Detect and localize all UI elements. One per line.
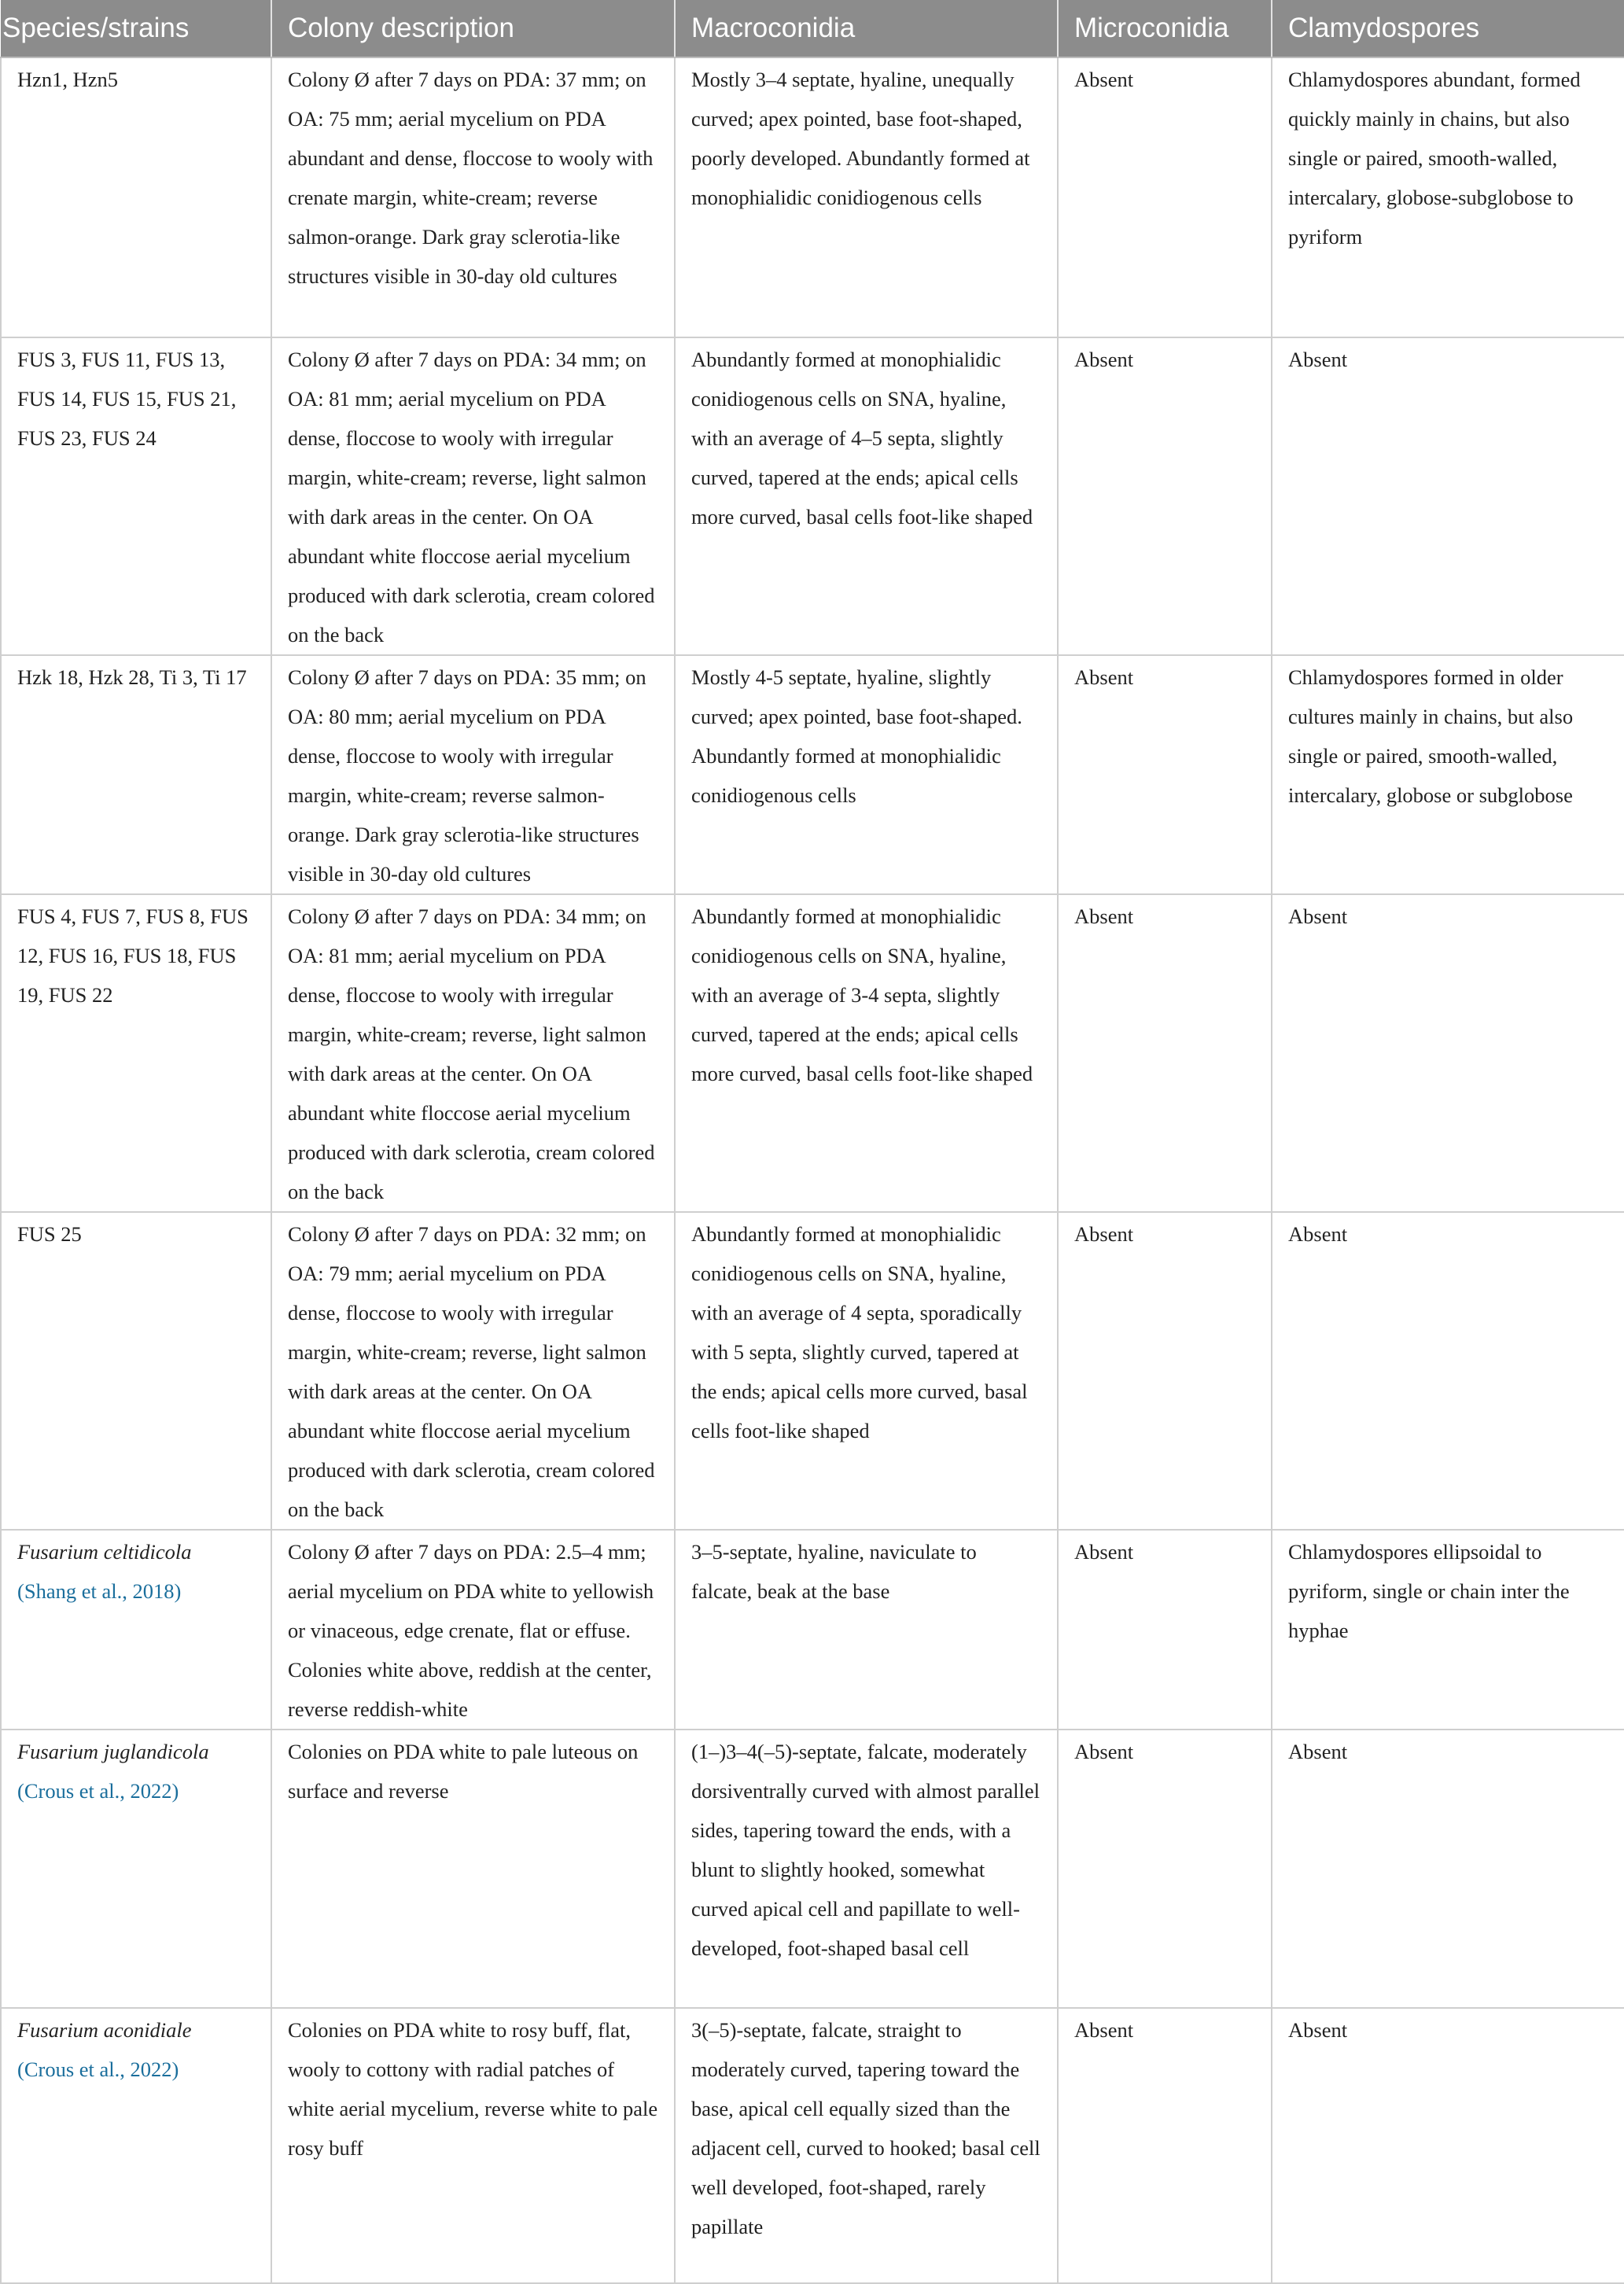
citation-link[interactable]: (Shang et al., 2018): [17, 1579, 182, 1603]
cell-clamydospores: Absent: [1272, 1212, 1624, 1530]
cell-clamydospores: Absent: [1272, 894, 1624, 1212]
cell-microconidia: Absent: [1058, 894, 1272, 1212]
cell-microconidia: Absent: [1058, 57, 1272, 337]
cell-microconidia: Absent: [1058, 337, 1272, 655]
cell-macroconidia: Abundantly formed at monophialidic conidiogenous cells on SNA, hyaline, with an average of 3-4 septa, slightly curved, tapered at the ends; apical cells more curved, basal cells foot-like shaped: [675, 894, 1058, 1212]
cell-macroconidia: Mostly 4-5 septate, hyaline, slightly curved; apex pointed, base foot-shaped. Abundantly formed at monophialidic conidiogenous cells: [675, 655, 1058, 894]
header-microconidia: Microconidia: [1058, 0, 1272, 57]
species-name: Fusarium aconidiale: [17, 2018, 192, 2042]
table-row: [1, 2008, 1624, 2283]
table-row: [1, 894, 1624, 1212]
cell-microconidia: Absent: [1058, 1212, 1272, 1530]
table-row: [1, 1530, 1624, 1730]
cell-macroconidia: Mostly 3–4 septate, hyaline, unequally curved; apex pointed, base foot-shaped, poorly developed. Abundantly formed at monophialidic conidiogenous cells: [675, 57, 1058, 337]
cell-clamydospores: Absent: [1272, 2008, 1624, 2283]
table-row: [1, 1730, 1624, 2008]
species-name: Fusarium celtidicola: [17, 1540, 192, 1564]
cell-species: [1, 1530, 271, 1730]
cell-strains: Hzn1, Hzn5: [1, 57, 271, 337]
header-macroconidia: Macroconidia: [675, 0, 1058, 57]
table-body: [1, 57, 1624, 2283]
table-header: [1, 0, 1624, 57]
cell-colony-description: Colony Ø after 7 days on PDA: 34 mm; on OA: 81 mm; aerial mycelium on PDA dense, floccose to wooly with irregular margin, white-cream; reverse, light salmon with dark areas in the center. On OA abundant white floccose aerial mycelium produced with dark sclerotia, cream colored on the back: [271, 337, 675, 655]
cell-species: [1, 2008, 271, 2283]
citation-link[interactable]: (Crous et al., 2022): [17, 2057, 179, 2081]
cell-strains: Hzk 18, Hzk 28, Ti 3, Ti 17: [1, 655, 271, 894]
cell-colony-description: Colonies on PDA white to rosy buff, flat, wooly to cottony with radial patches of white aerial mycelium, reverse white to pale rosy buff: [271, 2008, 675, 2283]
cell-colony-description: Colony Ø after 7 days on PDA: 34 mm; on OA: 81 mm; aerial mycelium on PDA dense, floccose to wooly with irregular margin, white-cream; reverse, light salmon with dark areas at the center. On OA abundant white floccose aerial mycelium produced with dark sclerotia, cream colored on the back: [271, 894, 675, 1212]
cell-clamydospores: Chlamydospores abundant, formed quickly mainly in chains, but also single or paired, smooth-walled, intercalary, globose-subglobose to pyriform: [1272, 57, 1624, 337]
cell-clamydospores: Absent: [1272, 1730, 1624, 2008]
cell-strains: FUS 3, FUS 11, FUS 13, FUS 14, FUS 15, FUS 21, FUS 23, FUS 24: [1, 337, 271, 655]
header-species-strains: Species/strains: [1, 0, 271, 57]
cell-strains: FUS 25: [1, 1212, 271, 1530]
cell-species: [1, 1730, 271, 2008]
cell-clamydospores: Chlamydospores ellipsoidal to pyriform, single or chain inter the hyphae: [1272, 1530, 1624, 1730]
cell-colony-description: Colony Ø after 7 days on PDA: 2.5–4 mm; aerial mycelium on PDA white to yellowish or vinaceous, edge crenate, flat or effuse. Colonies white above, reddish at the center, reverse reddish-white: [271, 1530, 675, 1730]
citation-link[interactable]: (Crous et al., 2022): [17, 1779, 179, 1803]
header-colony-description: Colony description: [271, 0, 675, 57]
header-row: [1, 0, 1624, 57]
cell-macroconidia: Abundantly formed at monophialidic conidiogenous cells on SNA, hyaline, with an average of 4 septa, sporadically with 5 septa, slightly curved, tapered at the ends; apical cells more curved, basal cells foot-like shaped: [675, 1212, 1058, 1530]
cell-microconidia: Absent: [1058, 1730, 1272, 2008]
cell-colony-description: Colony Ø after 7 days on PDA: 32 mm; on OA: 79 mm; aerial mycelium on PDA dense, floccose to wooly with irregular margin, white-cream; reverse, light salmon with dark areas at the center. On OA abundant white floccose aerial mycelium produced with dark sclerotia, cream colored on the back: [271, 1212, 675, 1530]
table-row: [1, 655, 1624, 894]
cell-clamydospores: Chlamydospores formed in older cultures mainly in chains, but also single or paired, smooth-walled, intercalary, globose or subglobose: [1272, 655, 1624, 894]
cell-microconidia: Absent: [1058, 2008, 1272, 2283]
cell-macroconidia: Abundantly formed at monophialidic conidiogenous cells on SNA, hyaline, with an average of 4–5 septa, slightly curved, tapered at the ends; apical cells more curved, basal cells foot-like shaped: [675, 337, 1058, 655]
cell-macroconidia: 3(–5)-septate, falcate, straight to moderately curved, tapering toward the base, apical cell equally sized than the adjacent cell, curved to hooked; basal cell well developed, foot-shaped, rarely papillate: [675, 2008, 1058, 2283]
cell-clamydospores: Absent: [1272, 337, 1624, 655]
cell-strains: FUS 4, FUS 7, FUS 8, FUS 12, FUS 16, FUS 18, FUS 19, FUS 22: [1, 894, 271, 1212]
cell-colony-description: Colonies on PDA white to pale luteous on surface and reverse: [271, 1730, 675, 2008]
table-row: [1, 57, 1624, 337]
table-row: [1, 1212, 1624, 1530]
species-name: Fusarium juglandicola: [17, 1740, 209, 1763]
header-clamydospores: Clamydospores: [1272, 0, 1624, 57]
cell-microconidia: Absent: [1058, 655, 1272, 894]
cell-colony-description: Colony Ø after 7 days on PDA: 37 mm; on OA: 75 mm; aerial mycelium on PDA abundant and dense, floccose to wooly with crenate margin, white-cream; reverse salmon-orange. Dark gray sclerotia-like structures visible in 30-day old cultures: [271, 57, 675, 337]
cell-microconidia: Absent: [1058, 1530, 1272, 1730]
cell-macroconidia: (1–)3–4(–5)-septate, falcate, moderately dorsiventrally curved with almost parallel sides, tapering toward the ends, with a blunt to slightly hooked, somewhat curved apical cell and papillate to well-developed, foot-shaped basal cell: [675, 1730, 1058, 2008]
cell-macroconidia: 3–5-septate, hyaline, naviculate to falcate, beak at the base: [675, 1530, 1058, 1730]
table-row: [1, 337, 1624, 655]
cell-colony-description: Colony Ø after 7 days on PDA: 35 mm; on OA: 80 mm; aerial mycelium on PDA dense, floccose to wooly with irregular margin, white-cream; reverse salmon-orange. Dark gray sclerotia-like structures visible in 30-day old cultures: [271, 655, 675, 894]
